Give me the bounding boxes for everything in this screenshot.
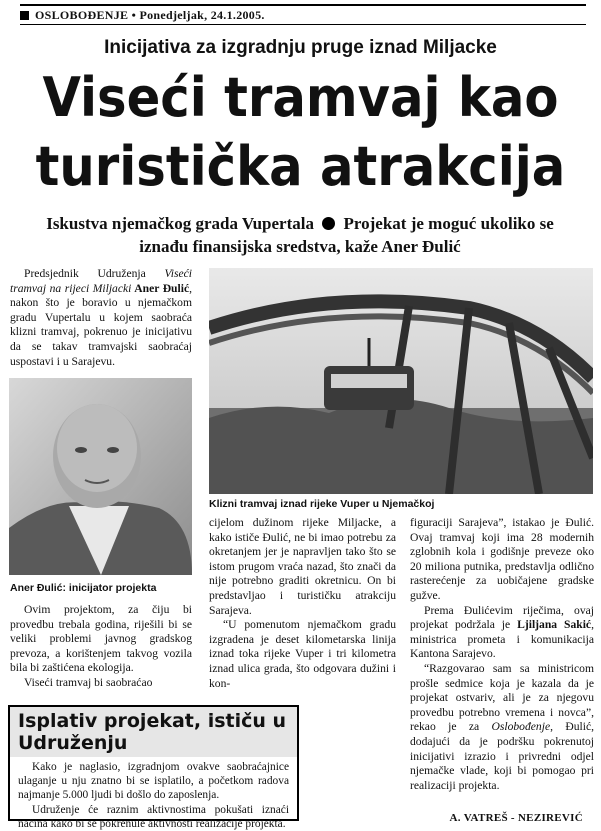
column-1 — [10, 603, 192, 691]
col3-p3-italic: Oslobođenje — [491, 720, 551, 734]
col3-p2-rest: , ministrica prometa i komunikacija Kantona Sarajevo. — [410, 618, 594, 661]
col3-paragraph-1: figuraciji Sarajeva”, istakao je Đulić. Ovaj tramvaj koji ima 28 modernih zglobnih kola i godišnje preveze oko 20 miliona putnika, predstavlja odlično rasterećenje za uobičajene gradske gužve. — [410, 516, 594, 602]
publication-name: OSLOBOĐENJE — [35, 8, 129, 22]
col3-paragraph-2 — [410, 604, 594, 662]
box-paragraph-2: Udruženje će raznim aktivnostima pokušati iznaći načina kako bi se pokrenule aktivnosti realizacije projekta. — [18, 803, 289, 830]
kicker: Inicijativa za izgradnju pruge iznad Miljacke — [104, 37, 497, 58]
lead-name: Aner Đulić — [131, 281, 190, 295]
portrait-photo — [9, 378, 192, 575]
col3-p3-rest: , Đulić, dodajući da je podršku pokrenutoj inicijativi izrazio i privredni odjel njemačke vlade, koji bi pomogao pri realizaciji projekta. — [410, 720, 595, 792]
tram-caption: Klizni tramvaj iznad rijeke Vuper u Njemačkoj — [209, 498, 435, 510]
sidebar-box-title: Isplativ projekat, ističu u Udruženju — [10, 707, 297, 757]
deck — [30, 212, 570, 258]
deck-part-2: Projekat je moguć ukoliko se iznađu finansijska sredstva, kaže Aner Đulić — [139, 214, 554, 256]
col2-paragraph-2: “U pomenutom njemačkom gradu izgradena je deset kilometarska linija iznad toka rijeke Vuper i tri kilometra iznad ulica grada, što odgovara dužini i kon- — [209, 618, 396, 690]
sidebar-box-body — [10, 757, 297, 831]
sidebar-box — [8, 705, 299, 830]
lead-italic: Viseći tramvaj na rijeci Miljacki — [10, 267, 192, 295]
col3-paragraph-3 — [410, 662, 594, 793]
column-2 — [209, 516, 396, 691]
col1-paragraph-2: Viseći tramvaj bi saobraćao — [24, 675, 153, 689]
col3-p2-name: Ljiljana Sakić — [517, 618, 592, 632]
col3-p3-text: “Razgovarao sam sa ministricom prošle sedmice koja je kazala da je projekat ostvariv, ali je za njegovu provedbu potrebno vremena i novca”, rekao je za — [410, 661, 594, 734]
col2-paragraph-1: cijelom dužinom rijeke Miljacke, a kako ističe Đulić, ne bi imao potrebu za okretanjem jer je napravljen tako što se istom prugom vraća nazad, što znači da nije potrebno graditi okretnicu. On bi predstavljao i turističku atrakciju Sarajeva. — [209, 516, 396, 617]
square-icon — [20, 11, 29, 20]
col1-paragraph-1: Ovim projektom, za čiju bi provedbu trebala godina, riješili bi se veliki problemi javnog gradskog prevoza, a korištenjem takvog vozila bila bi zaštićena ekologija. — [10, 603, 192, 675]
deck-part-1: Iskustva njemačkog grada Vupertala — [46, 214, 314, 233]
bullet-icon — [322, 217, 335, 230]
column-3 — [410, 516, 594, 793]
lead-rest: , nakon što je boravio u njemačkom gradu Vupertalu u kojem saobraća klizni tramvaj, pokrenuo je inicijativu da se takav tramvajski saobraćaj uspostavi i u Sarajevu. — [10, 281, 193, 368]
lead-text: Predsjednik Udruženja — [24, 267, 165, 280]
box-paragraph-1: Kako je naglasio, izgradnjom ovakve saobraćajnice ulaganje u nju znatno bi se isplatilo, a početkom radova najmanje 5.000 ljudi bi došlo do zaposlenja. — [18, 761, 289, 802]
headline-line-1: Viseći tramvaj kao — [42, 66, 559, 129]
col3-p2-text: Prema Đulićevim riječima, ovaj projekat podržala je — [410, 603, 594, 632]
tram-photo — [209, 268, 593, 494]
issue-date: Ponedjeljak, 24.1.2005. — [139, 8, 265, 22]
masthead-bar — [20, 4, 586, 25]
separator: • — [131, 8, 137, 22]
lead-paragraph — [10, 267, 192, 369]
byline: A. VATREŠ - NEZIREVIĆ — [449, 812, 583, 824]
headline-line-2: turistička atrakcija — [35, 135, 566, 198]
portrait-caption: Aner Đulić: inicijator projekta — [10, 582, 157, 594]
